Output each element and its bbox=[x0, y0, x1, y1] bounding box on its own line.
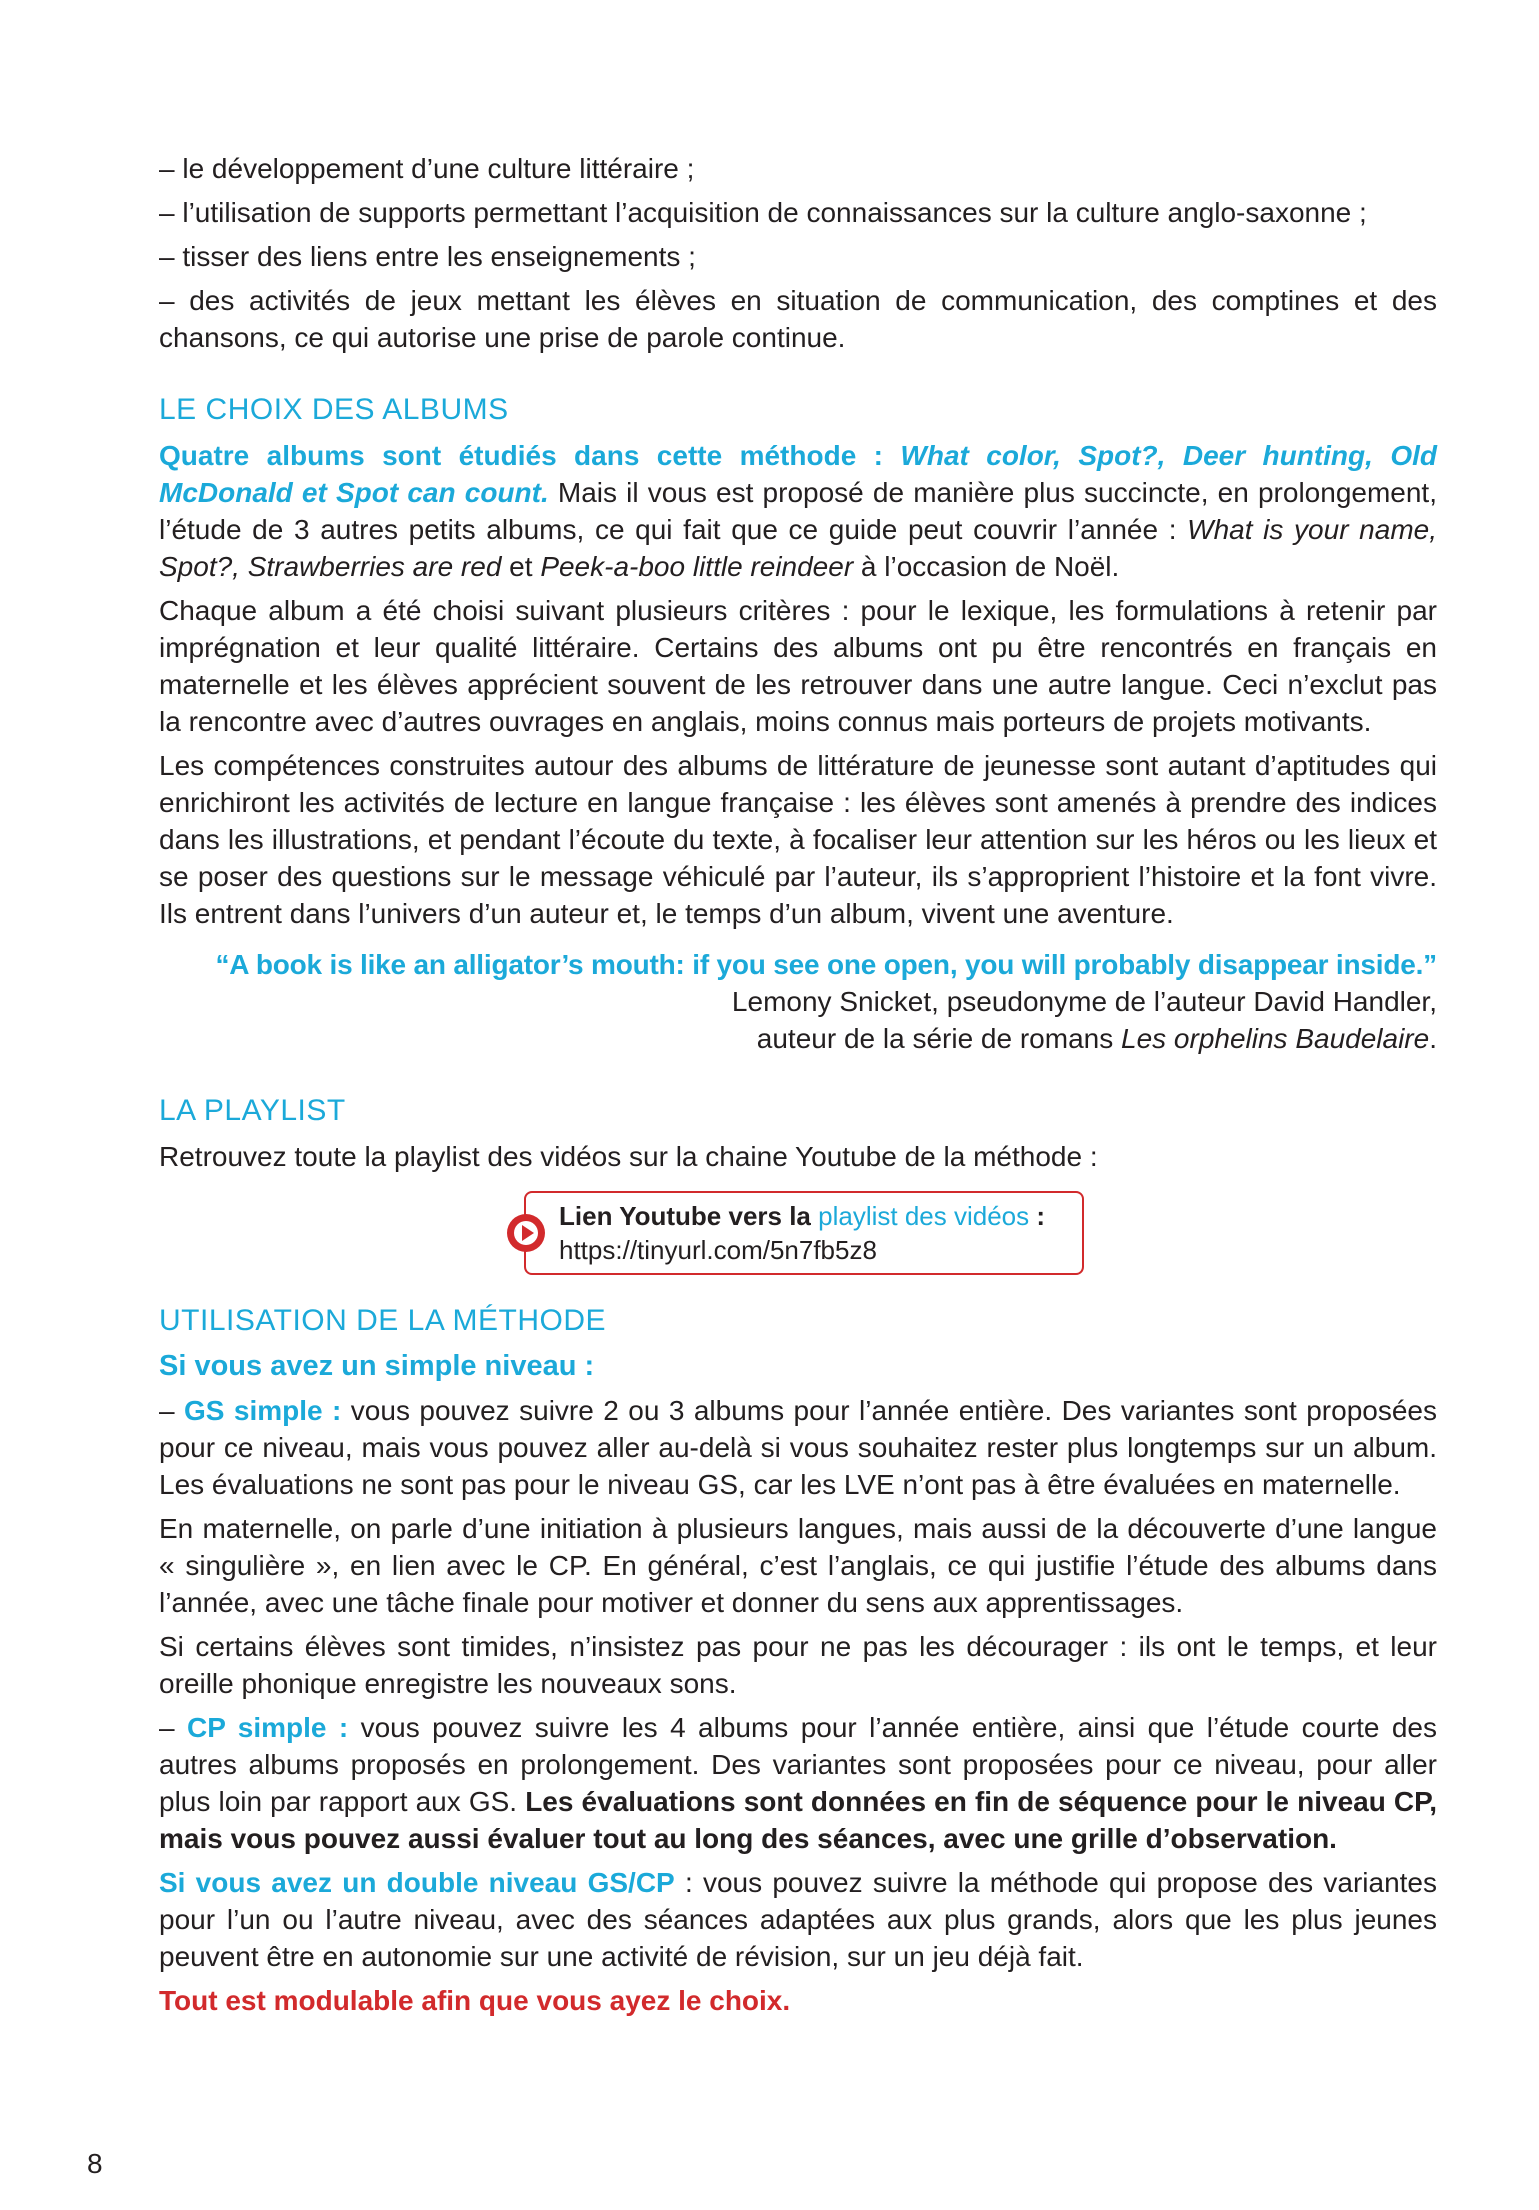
intro-list bbox=[159, 150, 1437, 356]
page-content bbox=[159, 150, 1437, 2026]
intro-item: – le développement d’une culture littéraire ; bbox=[159, 153, 695, 184]
quote: “A book is like an alligator’s mouth: if you see one open, you will probably disappear inside.” bbox=[215, 949, 1437, 980]
conclusion: Tout est modulable afin que vous ayez le choix. bbox=[159, 1985, 791, 2016]
gs-text: vous pouvez suivre 2 ou 3 albums pour l’année entière. Des variantes sont proposées pour ce niveau, mais vous pouvez aller au-delà si vous souhaitez rester plus longtemps sur un album. Les évaluations ne sont pas pour le niveau GS, car les LVE n’ont pas à être évaluées en maternelle. bbox=[159, 1395, 1437, 1500]
intro-item: – des activités de jeux mettant les élèves en situation de communication, des comptines et des chansons, ce qui autorise une prise de parole continue. bbox=[159, 285, 1437, 353]
usage-subheading: Si vous avez un simple niveau : bbox=[159, 1350, 595, 1382]
link-box-colon: : bbox=[1029, 1201, 1046, 1231]
page-number: 8 bbox=[87, 2148, 103, 2179]
quote-attribution-1: Lemony Snicket, pseudonyme de l’auteur David Handler, bbox=[731, 986, 1437, 1017]
intro-item: – l’utilisation de supports permettant l’acquisition de connaissances sur la culture anglo-saxonne ; bbox=[159, 197, 1367, 228]
attribution-pre: auteur de la série de romans bbox=[756, 1023, 1121, 1054]
maternelle-paragraph: En maternelle, on parle d’une initiation à plusieurs langues, mais aussi de la découverte d’une langue « singulière », en lien avec le CP. En général, c’est l’anglais, ce qui justifie l’étude des albums dans l’année, avec une tâche finale pour motiver et donner du sens aux apprentissages. bbox=[159, 1513, 1437, 1618]
quote-attribution-2 bbox=[159, 1020, 1437, 1057]
albums-paragraph-1 bbox=[159, 437, 1437, 585]
cp-text: vous pouvez suivre les 4 albums pour l’année entière, ainsi que l’étude courte des autres albums proposés en prolongement. Des variantes sont proposées pour ce niveau, pour aller plus loin par rapport aux GS. bbox=[159, 1712, 1437, 1817]
gs-prefix: – bbox=[159, 1395, 185, 1426]
gs-label: GS simple : bbox=[184, 1395, 342, 1426]
double-text: : vous pouvez suivre la méthode qui propose des variantes pour l’un ou l’autre niveau, avec des séances adaptées aux plus grands, alors que les plus jeunes peuvent être en autonomie sur une activité de révision, sur un jeu déjà fait. bbox=[159, 1867, 1437, 1972]
double-paragraph bbox=[159, 1864, 1437, 1975]
playlist-link[interactable]: playlist des vidéos bbox=[818, 1201, 1030, 1231]
usage-heading: UTILISATION DE LA MÉTHODE bbox=[159, 1304, 607, 1337]
playlist-url[interactable]: https://tinyurl.com/5n7fb5z8 bbox=[559, 1235, 877, 1265]
timides-paragraph: Si certains élèves sont timides, n’insistez pas pour ne pas les décourager : ils ont le temps, et leur oreille phonique enregistre les nouveaux sons. bbox=[159, 1631, 1437, 1699]
cp-bold-text: Les évaluations sont données en fin de séquence pour le niveau CP, mais vous pouvez aussi évaluer tout au long des séances, avec une grille d’observation. bbox=[159, 1786, 1437, 1854]
gs-paragraph bbox=[159, 1392, 1437, 1503]
link-box-label: Lien Youtube vers la bbox=[559, 1201, 819, 1231]
albums-paragraph-2: Chaque album a été choisi suivant plusieurs critères : pour le lexique, les formulations à retenir par imprégnation et leur qualité littéraire. Certains des albums ont pu être rencontrés en français en maternelle et les élèves apprécient souvent de les retrouver dans une autre langue. Ceci n’exclut pas la rencontre avec d’autres ouvrages en anglais, moins connus mais porteurs de projets motivants. bbox=[159, 595, 1437, 737]
playlist-link-box[interactable] bbox=[524, 1191, 1084, 1275]
attribution-title: Les orphelins Baudelaire bbox=[1121, 1023, 1430, 1054]
intro-item: – tisser des liens entre les enseignements ; bbox=[159, 241, 696, 272]
playlist-heading: LA PLAYLIST bbox=[159, 1094, 346, 1127]
albums-end: à l’occasion de Noël. bbox=[853, 551, 1120, 582]
play-icon[interactable] bbox=[505, 1212, 547, 1254]
album-title-b: Peek-a-boo little reindeer bbox=[540, 551, 854, 582]
albums-lead: Quatre albums sont étudiés dans cette méthode : bbox=[159, 440, 901, 471]
cp-paragraph bbox=[159, 1709, 1437, 1857]
cp-label: CP simple : bbox=[186, 1712, 349, 1743]
albums-paragraph-3: Les compétences construites autour des albums de littérature de jeunesse sont autant d’aptitudes qui enrichiront les activités de lecture en langue française : les élèves sont amenés à prendre des indices dans les illustrations, et pendant l’écoute du texte, à focaliser leur attention sur les héros ou les lieux et se poser des questions sur le message véhiculé par l’auteur, ils s’approprient l’histoire et la font vivre. Ils entrent dans l’univers d’un auteur et, le temps d’un album, vivent une aventure. bbox=[159, 750, 1437, 929]
playlist-text: Retrouvez toute la playlist des vidéos sur la chaine Youtube de la méthode : bbox=[159, 1141, 1098, 1172]
attribution-end: . bbox=[1429, 1023, 1437, 1054]
cp-prefix: – bbox=[159, 1712, 187, 1743]
albums-titles: What color, Spot?, Deer hunting, Old McDonald et Spot can count. bbox=[159, 440, 1437, 508]
albums-text: Mais il vous est proposé de manière plus succincte, en prolongement, l’étude de 3 autres petits albums, ce qui fait que ce guide peut couvrir l’année : bbox=[159, 477, 1437, 545]
double-label: Si vous avez un double niveau GS/CP bbox=[159, 1867, 675, 1898]
albums-heading: LE CHOIX DES ALBUMS bbox=[159, 393, 509, 426]
albums-and: et bbox=[501, 551, 541, 582]
playlist-link-area bbox=[159, 1191, 1437, 1279]
album-title-a: What is your name, Spot?, Strawberries are red bbox=[159, 514, 1437, 582]
